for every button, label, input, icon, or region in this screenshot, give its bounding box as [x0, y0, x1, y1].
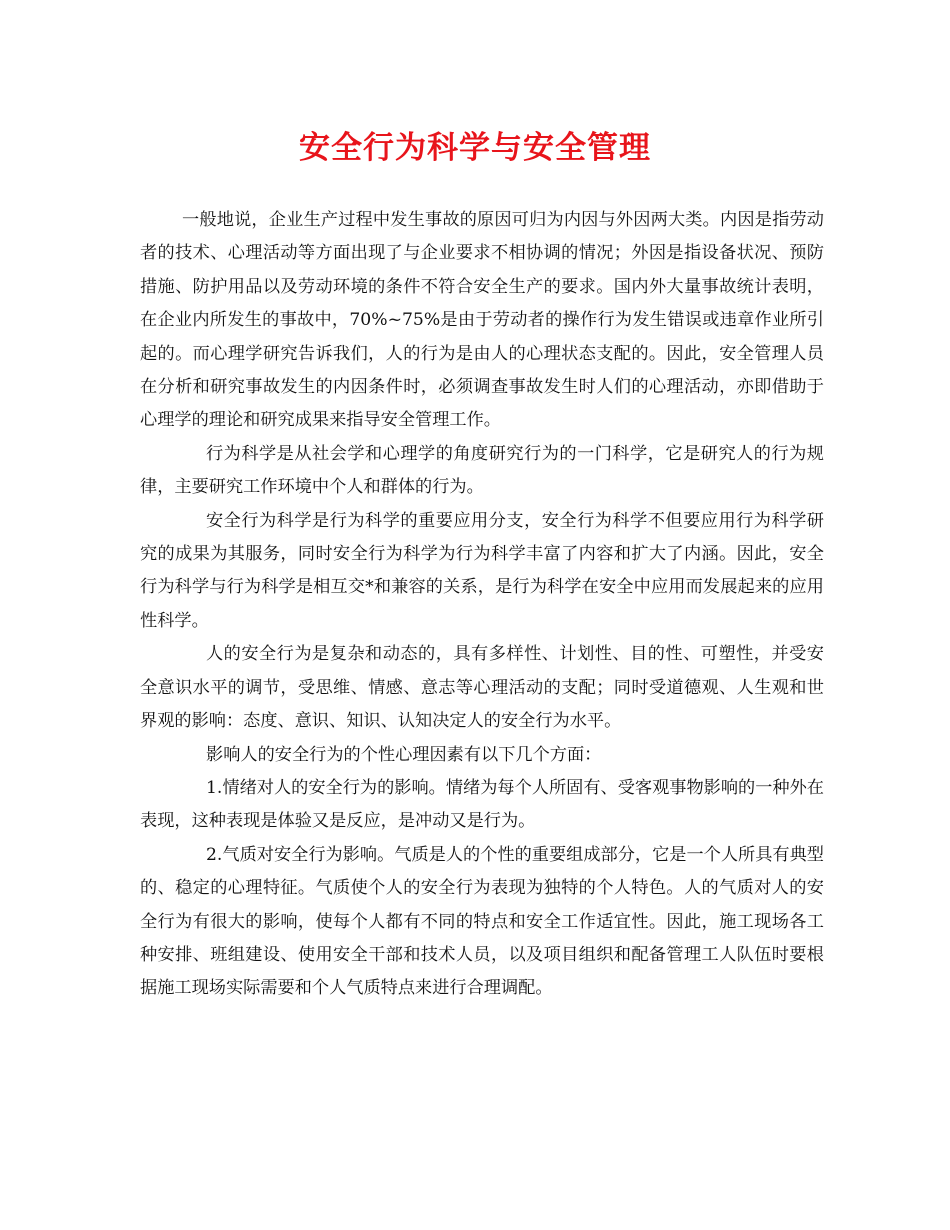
paragraph-accident-causes: 一般地说，企业生产过程中发生事故的原因可归为内因与外因两大类。内因是指劳动者的技术、心理活动等方面出现了与企业要求不相协调的情况；外因是指设备状况、预防措施、防护用品以及劳动环境的条件不符合安全生产的要求。国内外大量事故统计表明，在企业内所发生的事故中，70%~75%是由于劳动者的操作行为发生错误或违章作业所引起的。而心理学研究告诉我们，人的行为是由人的心理状态支配的。因此，安全管理人员在分析和研究事故发生的内因条件时，必须调查事故发生时人们的心理活动，亦即借助于心理学的理论和研究成果来指导安全管理工作。 — [140, 210, 824, 431]
paragraph-behavioral-science: 行为科学是从社会学和心理学的角度研究行为的一门科学，它是研究人的行为规律，主要研究工作环境中个人和群体的行为。 — [140, 443, 824, 498]
paragraph-safe-behavior: 人的安全行为是复杂和动态的，具有多样性、计划性、目的性、可塑性，并受安全意识水平的调节，受思维、情感、意志等心理活动的支配；同时受道德观、人生观和世界观的影响：态度、意识、知识、认知决定人的安全行为水平。 — [140, 644, 824, 732]
page-title: 安全行为科学与安全管理 — [299, 130, 651, 166]
paragraph-emotion: 1.情绪对人的安全行为的影响。情绪为每个人所固有、受客观事物影响的一种外在表现，这种表现是体验又是反应，是冲动又是行为。 — [140, 777, 824, 832]
paragraph-safety-behavioral-science: 安全行为科学是行为科学的重要应用分支，安全行为科学不但要应用行为科学研究的成果为其服务，同时安全行为科学为行为科学丰富了内容和扩大了内涵。因此，安全行为科学与行为科学是相互交*和兼容的关系，是行为科学在安全中应用而发展起来的应用性科学。 — [140, 510, 824, 631]
paragraph-factors-intro: 影响人的安全行为的个性心理因素有以下几个方面： — [206, 744, 602, 765]
document-body — [140, 204, 824, 1006]
paragraph-temperament: 2.气质对安全行为影响。气质是人的个性的重要组成部分，它是一个人所具有典型的、稳定的心理特征。气质使个人的安全行为表现为独特的个人特色。人的气质对人的安全行为有很大的影响，使每个人都有不同的特点和安全工作适宜性。因此，施工现场各工种安排、班组建设、使用安全干部和技术人员，以及项目组织和配备管理工人队伍时要根据施工现场实际需要和个人气质特点来进行合理调配。 — [140, 844, 824, 999]
